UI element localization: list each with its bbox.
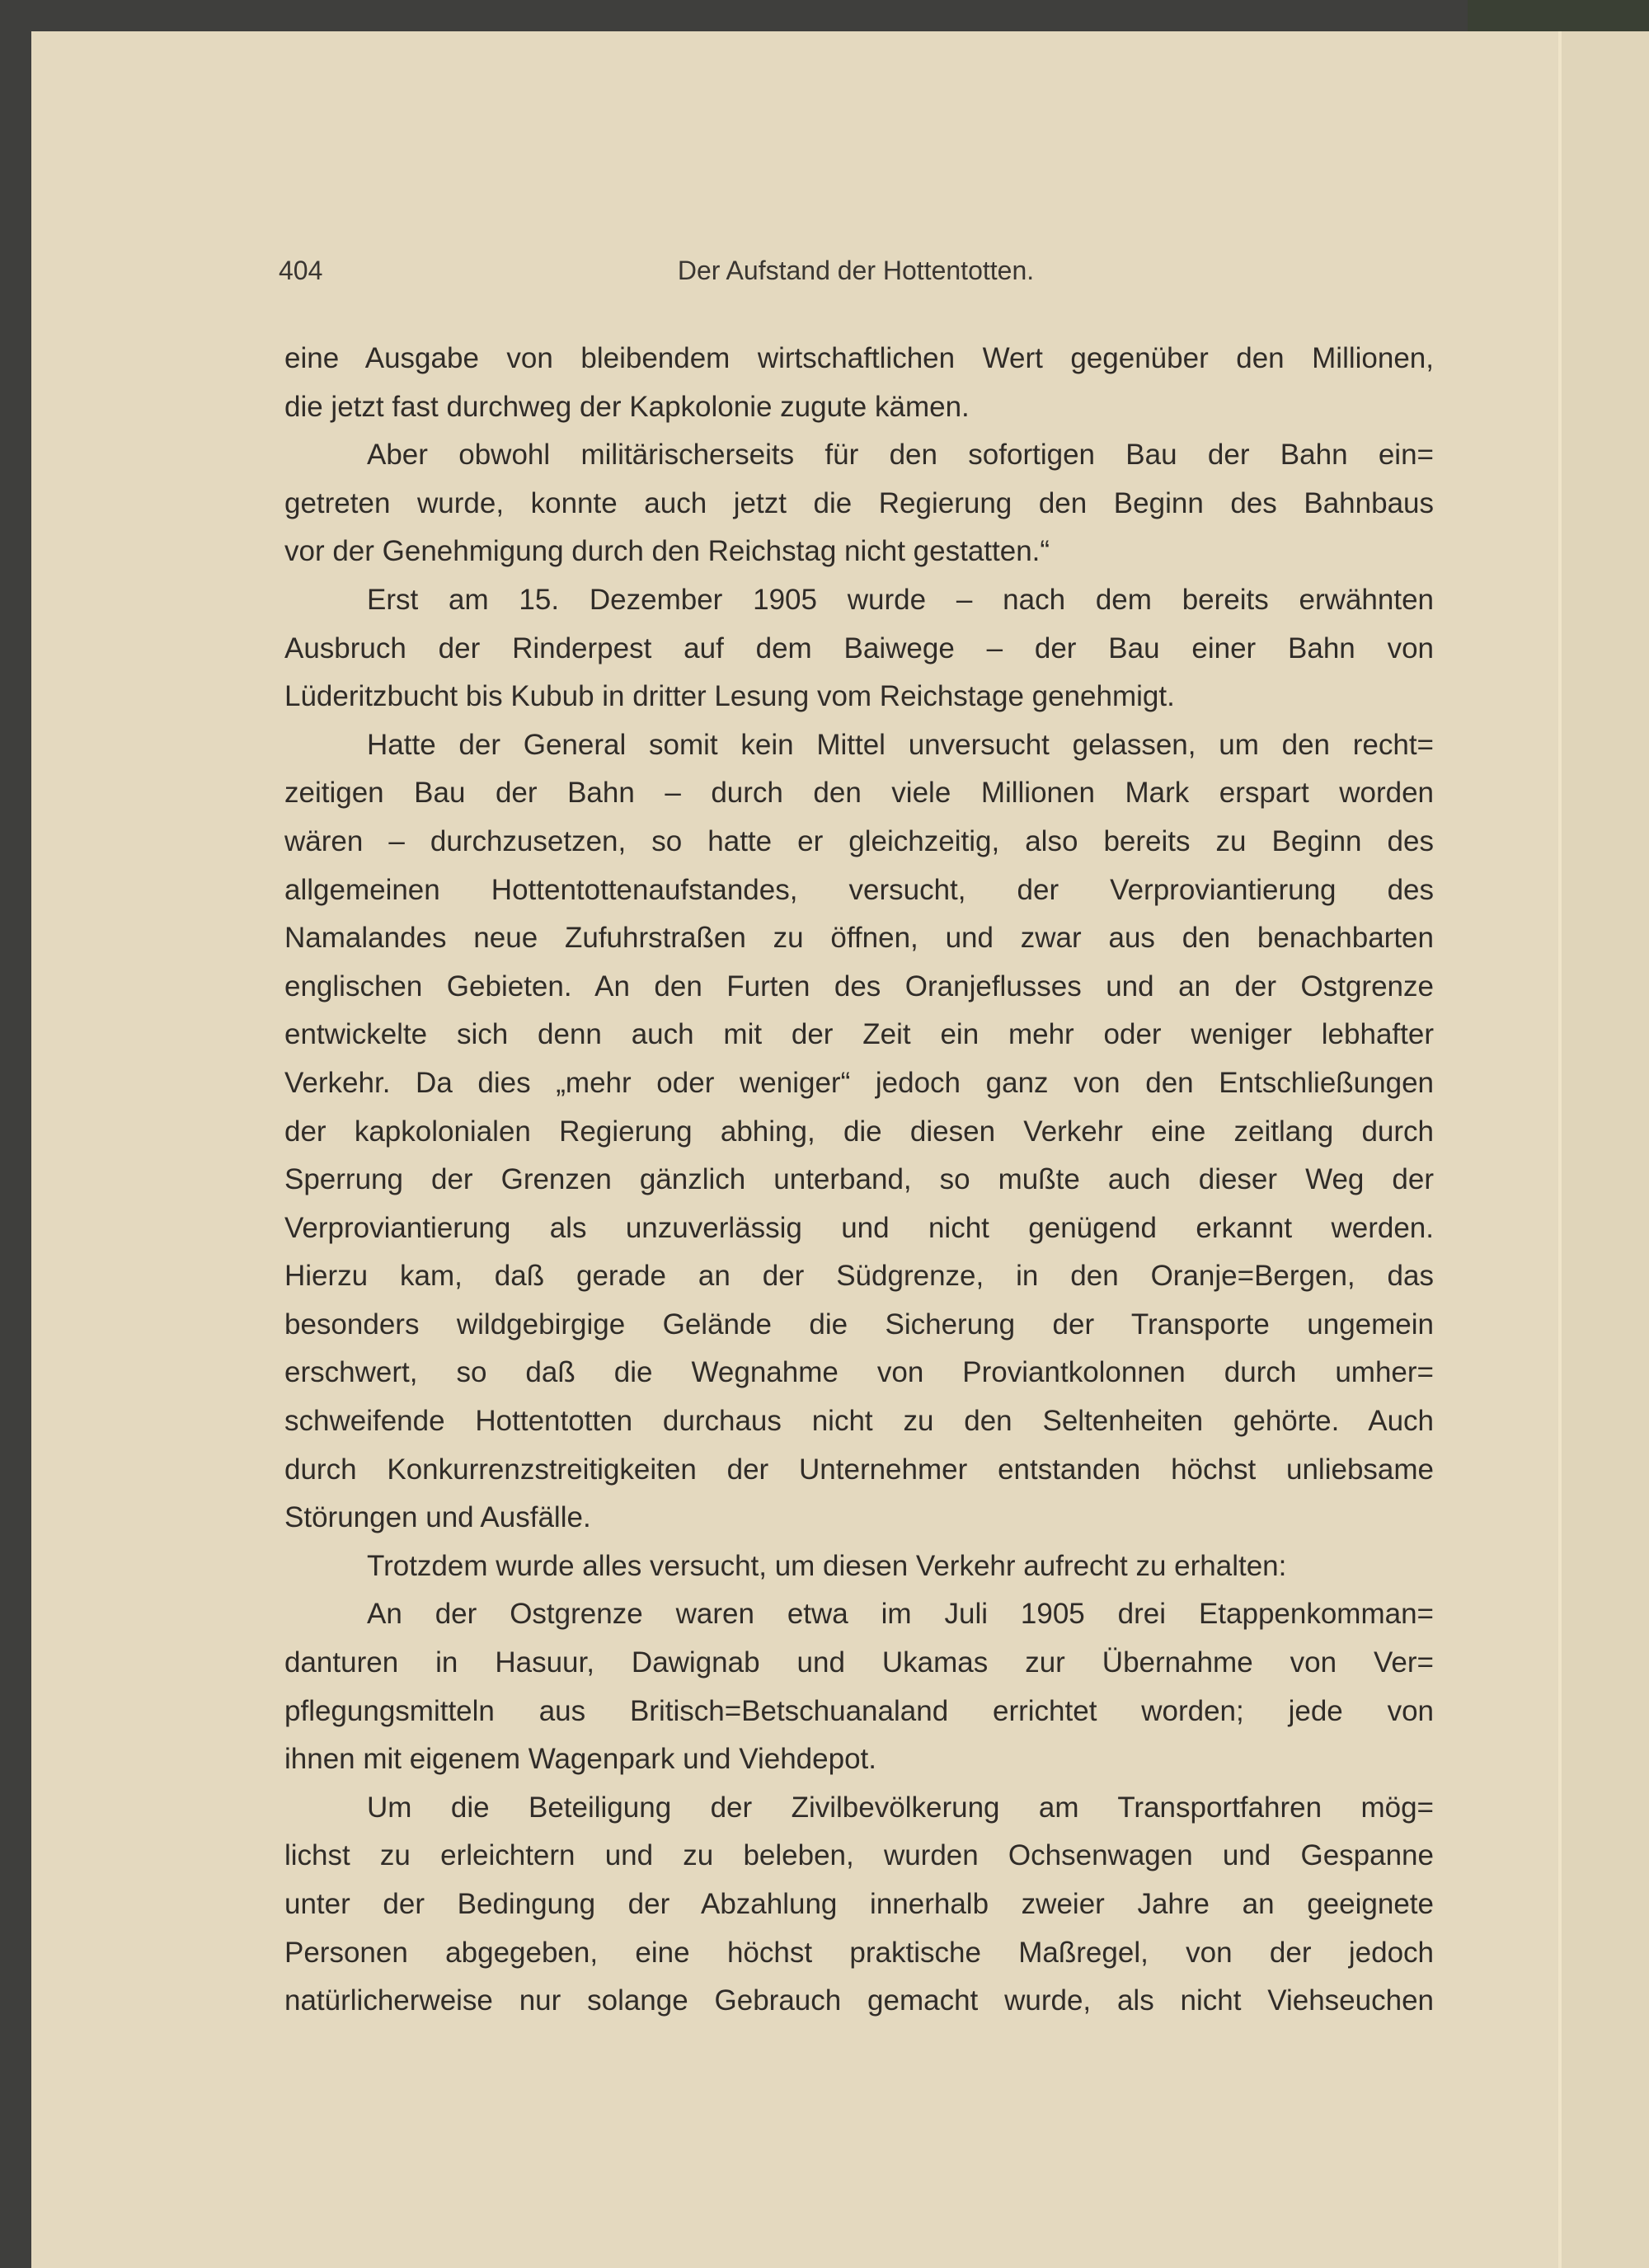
text-line: pflegungsmitteln aus Britisch=Betschuanaland errichtet worden; jede von	[284, 1694, 1434, 1727]
text-line: vor der Genehmigung durch den Reichstag nicht gestatten.“	[284, 535, 1050, 568]
text-line: allgemeinen Hottentottenaufstandes, versucht, der Verproviantierung des	[284, 873, 1434, 906]
text-line: Lüderitzbucht bis Kubub in dritter Lesung vom Reichstage genehmigt.	[284, 680, 1175, 713]
text-line: unter der Bedingung der Abzahlung innerhalb zweier Jahre an geeignete	[284, 1888, 1434, 1920]
text-line: Um die Beteiligung der Zivilbevölkerung am Transportfahren mög=	[367, 1791, 1434, 1824]
text-line: eine Ausgabe von bleibendem wirtschaftlichen Wert gegenüber den Millionen,	[284, 342, 1434, 374]
page-gutter	[1558, 31, 1562, 2268]
text-line: schweifende Hottentotten durchaus nicht zu den Seltenheiten gehörte. Auch	[284, 1405, 1434, 1438]
book-page	[31, 31, 1649, 2268]
text-line: Namalandes neue Zufuhrstraßen zu öffnen, und zwar aus den benachbarten	[284, 922, 1434, 955]
text-line: Aber obwohl militärischerseits für den sofortigen Bau der Bahn ein=	[367, 439, 1434, 472]
text-line: Erst am 15. Dezember 1905 wurde – nach dem bereits erwähnten	[367, 583, 1434, 616]
text-line: Sperrung der Grenzen gänzlich unterband, so mußte auch dieser Weg der	[284, 1163, 1434, 1196]
text-line: Verkehr. Da dies „mehr oder weniger“ jedoch ganz von den Entschließungen	[284, 1066, 1434, 1099]
text-line: entwickelte sich denn auch mit der Zeit ein mehr oder weniger lebhafter	[284, 1018, 1434, 1051]
text-line: wären – durchzusetzen, so hatte er gleichzeitig, also bereits zu Beginn des	[284, 824, 1434, 857]
text-line: englischen Gebieten. An den Furten des Oranjeflusses und an der Ostgrenze	[284, 970, 1434, 1003]
book-cover-edge	[1468, 0, 1649, 31]
text-line: Hierzu kam, daß gerade an der Südgrenze, in den Oranje=Bergen, das	[284, 1260, 1434, 1293]
page-header	[279, 256, 1433, 297]
text-line: Ausbruch der Rinderpest auf dem Baiwege – der Bau einer Bahn von	[284, 632, 1434, 664]
text-line: Verproviantierung als unzuverlässig und nicht genügend erkannt werden.	[284, 1211, 1434, 1244]
text-line: erschwert, so daß die Wegnahme von Proviantkolonnen durch umher=	[284, 1356, 1434, 1389]
text-line: Personen abgegeben, eine höchst praktische Maßregel, von der jedoch	[284, 1936, 1434, 1969]
text-line: besonders wildgebirgige Gelände die Sicherung der Transporte ungemein	[284, 1308, 1434, 1341]
page-number: 404	[279, 256, 323, 285]
text-line: die jetzt fast durchweg der Kapkolonie zugute kämen.	[284, 390, 970, 423]
text-line: natürlicherweise nur solange Gebrauch gemacht wurde, als nicht Viehseuchen	[284, 1984, 1434, 2017]
text-line: danturen in Hasuur, Dawignab und Ukamas zur Übernahme von Ver=	[284, 1646, 1434, 1679]
text-line: der kapkolonialen Regierung abhing, die diesen Verkehr eine zeitlang durch	[284, 1115, 1434, 1148]
text-line: An der Ostgrenze waren etwa im Juli 1905 drei Etappenkomman=	[367, 1598, 1434, 1631]
text-line: Hatte der General somit kein Mittel unversucht gelassen, um den recht=	[367, 728, 1434, 761]
text-line: durch Konkurrenzstreitigkeiten der Unternehmer entstanden höchst unliebsame	[284, 1453, 1434, 1486]
body-text	[284, 335, 1434, 2026]
text-line: getreten wurde, konnte auch jetzt die Regierung den Beginn des Bahnbaus	[284, 486, 1434, 519]
running-title: Der Aufstand der Hottentotten.	[677, 256, 1035, 285]
facing-page-edge	[1562, 31, 1649, 2268]
text-line: ihnen mit eigenem Wagenpark und Viehdepot.	[284, 1743, 876, 1776]
text-line: Störungen und Ausfälle.	[284, 1501, 591, 1534]
text-line: zeitigen Bau der Bahn – durch den viele Millionen Mark erspart worden	[284, 777, 1434, 810]
text-line: lichst zu erleichtern und zu beleben, wurden Ochsenwagen und Gespanne	[284, 1839, 1434, 1872]
text-line: Trotzdem wurde alles versucht, um diesen Verkehr aufrecht zu erhalten:	[367, 1549, 1287, 1582]
